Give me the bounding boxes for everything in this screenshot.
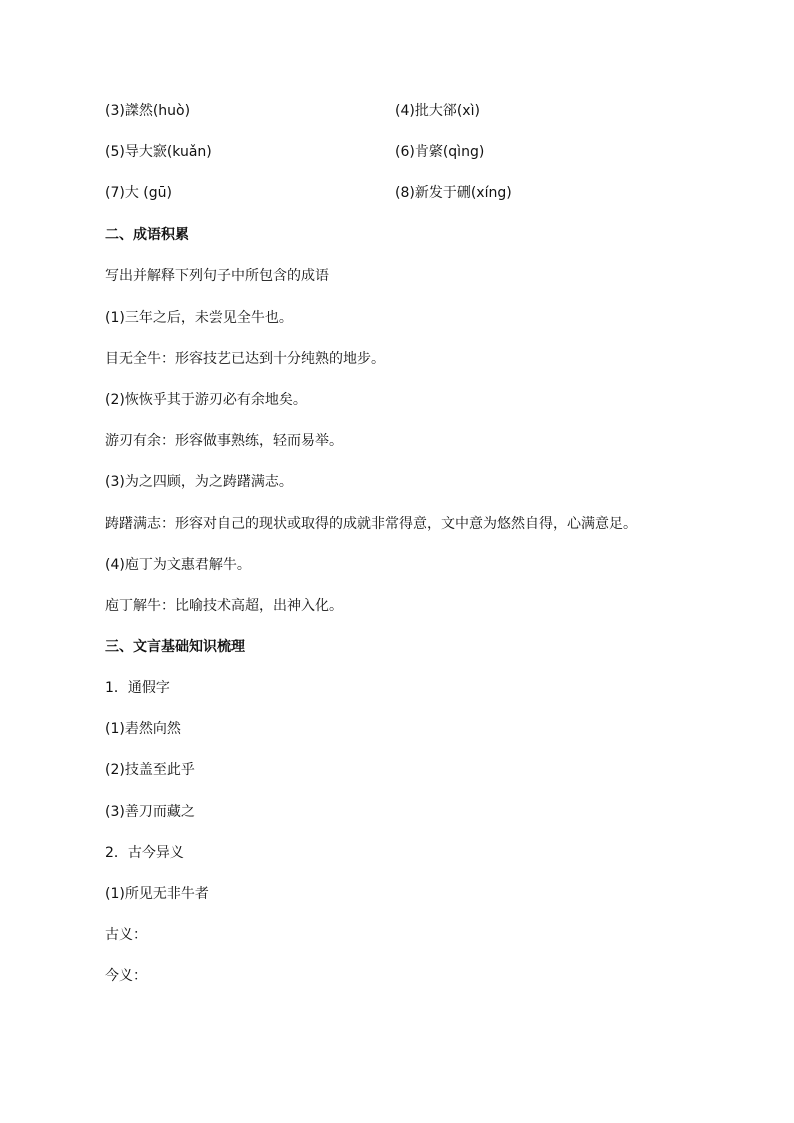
subsection-title: 1．通假字 xyxy=(105,680,170,696)
list-item: (3)善刀而藏之 xyxy=(105,804,195,820)
idiom-sentence: (2)恢恢乎其于游刃必有余地矣。 xyxy=(105,392,307,408)
pronunciation-item: (8)新发于硎(xíng) xyxy=(395,185,512,201)
list-item: (1)砉然向然 xyxy=(105,721,181,737)
pronunciation-row xyxy=(105,183,512,203)
pronunciation-row xyxy=(105,142,485,162)
pronunciation-item: (7)大 (gū) xyxy=(105,185,172,201)
instruction-text: 写出并解释下列句子中所包含的成语 xyxy=(105,268,329,284)
list-item: (2)技盖至此乎 xyxy=(105,762,195,778)
subsection-title: 2．古今异义 xyxy=(105,845,184,861)
idiom-answer: 游刃有余：形容做事熟练，轻而易举。 xyxy=(105,433,343,449)
list-item: (1)所见无非牛者 xyxy=(105,886,209,902)
idiom-answer: 目无全牛：形容技艺已达到十分纯熟的地步。 xyxy=(105,351,385,367)
idiom-sentence: (1)三年之后，未尝见全牛也。 xyxy=(105,310,293,326)
jin-yi-label: 今义： xyxy=(105,968,147,984)
idiom-answer: 庖丁解牛：比喻技术高超，出神入化。 xyxy=(105,598,343,614)
section-heading: 三、文言基础知识梳理 xyxy=(105,639,245,655)
idiom-sentence: (4)庖丁为文惠君解牛。 xyxy=(105,557,251,573)
pronunciation-item: (3)謋然(huò) xyxy=(105,103,191,119)
pronunciation-item: (4)批大郤(xì) xyxy=(395,103,480,119)
pronunciation-item: (6)肯綮(qìng) xyxy=(395,144,485,160)
gu-yi-label: 古义： xyxy=(105,927,147,943)
pronunciation-row xyxy=(105,101,480,121)
pronunciation-item: (5)导大窾(kuǎn) xyxy=(105,144,212,160)
idiom-answer: 踌躇满志：形容对自己的现状或取得的成就非常得意，文中意为悠然自得，心满意足。 xyxy=(105,516,637,532)
section-heading: 二、成语积累 xyxy=(105,227,189,243)
idiom-sentence: (3)为之四顾，为之踌躇满志。 xyxy=(105,474,293,490)
